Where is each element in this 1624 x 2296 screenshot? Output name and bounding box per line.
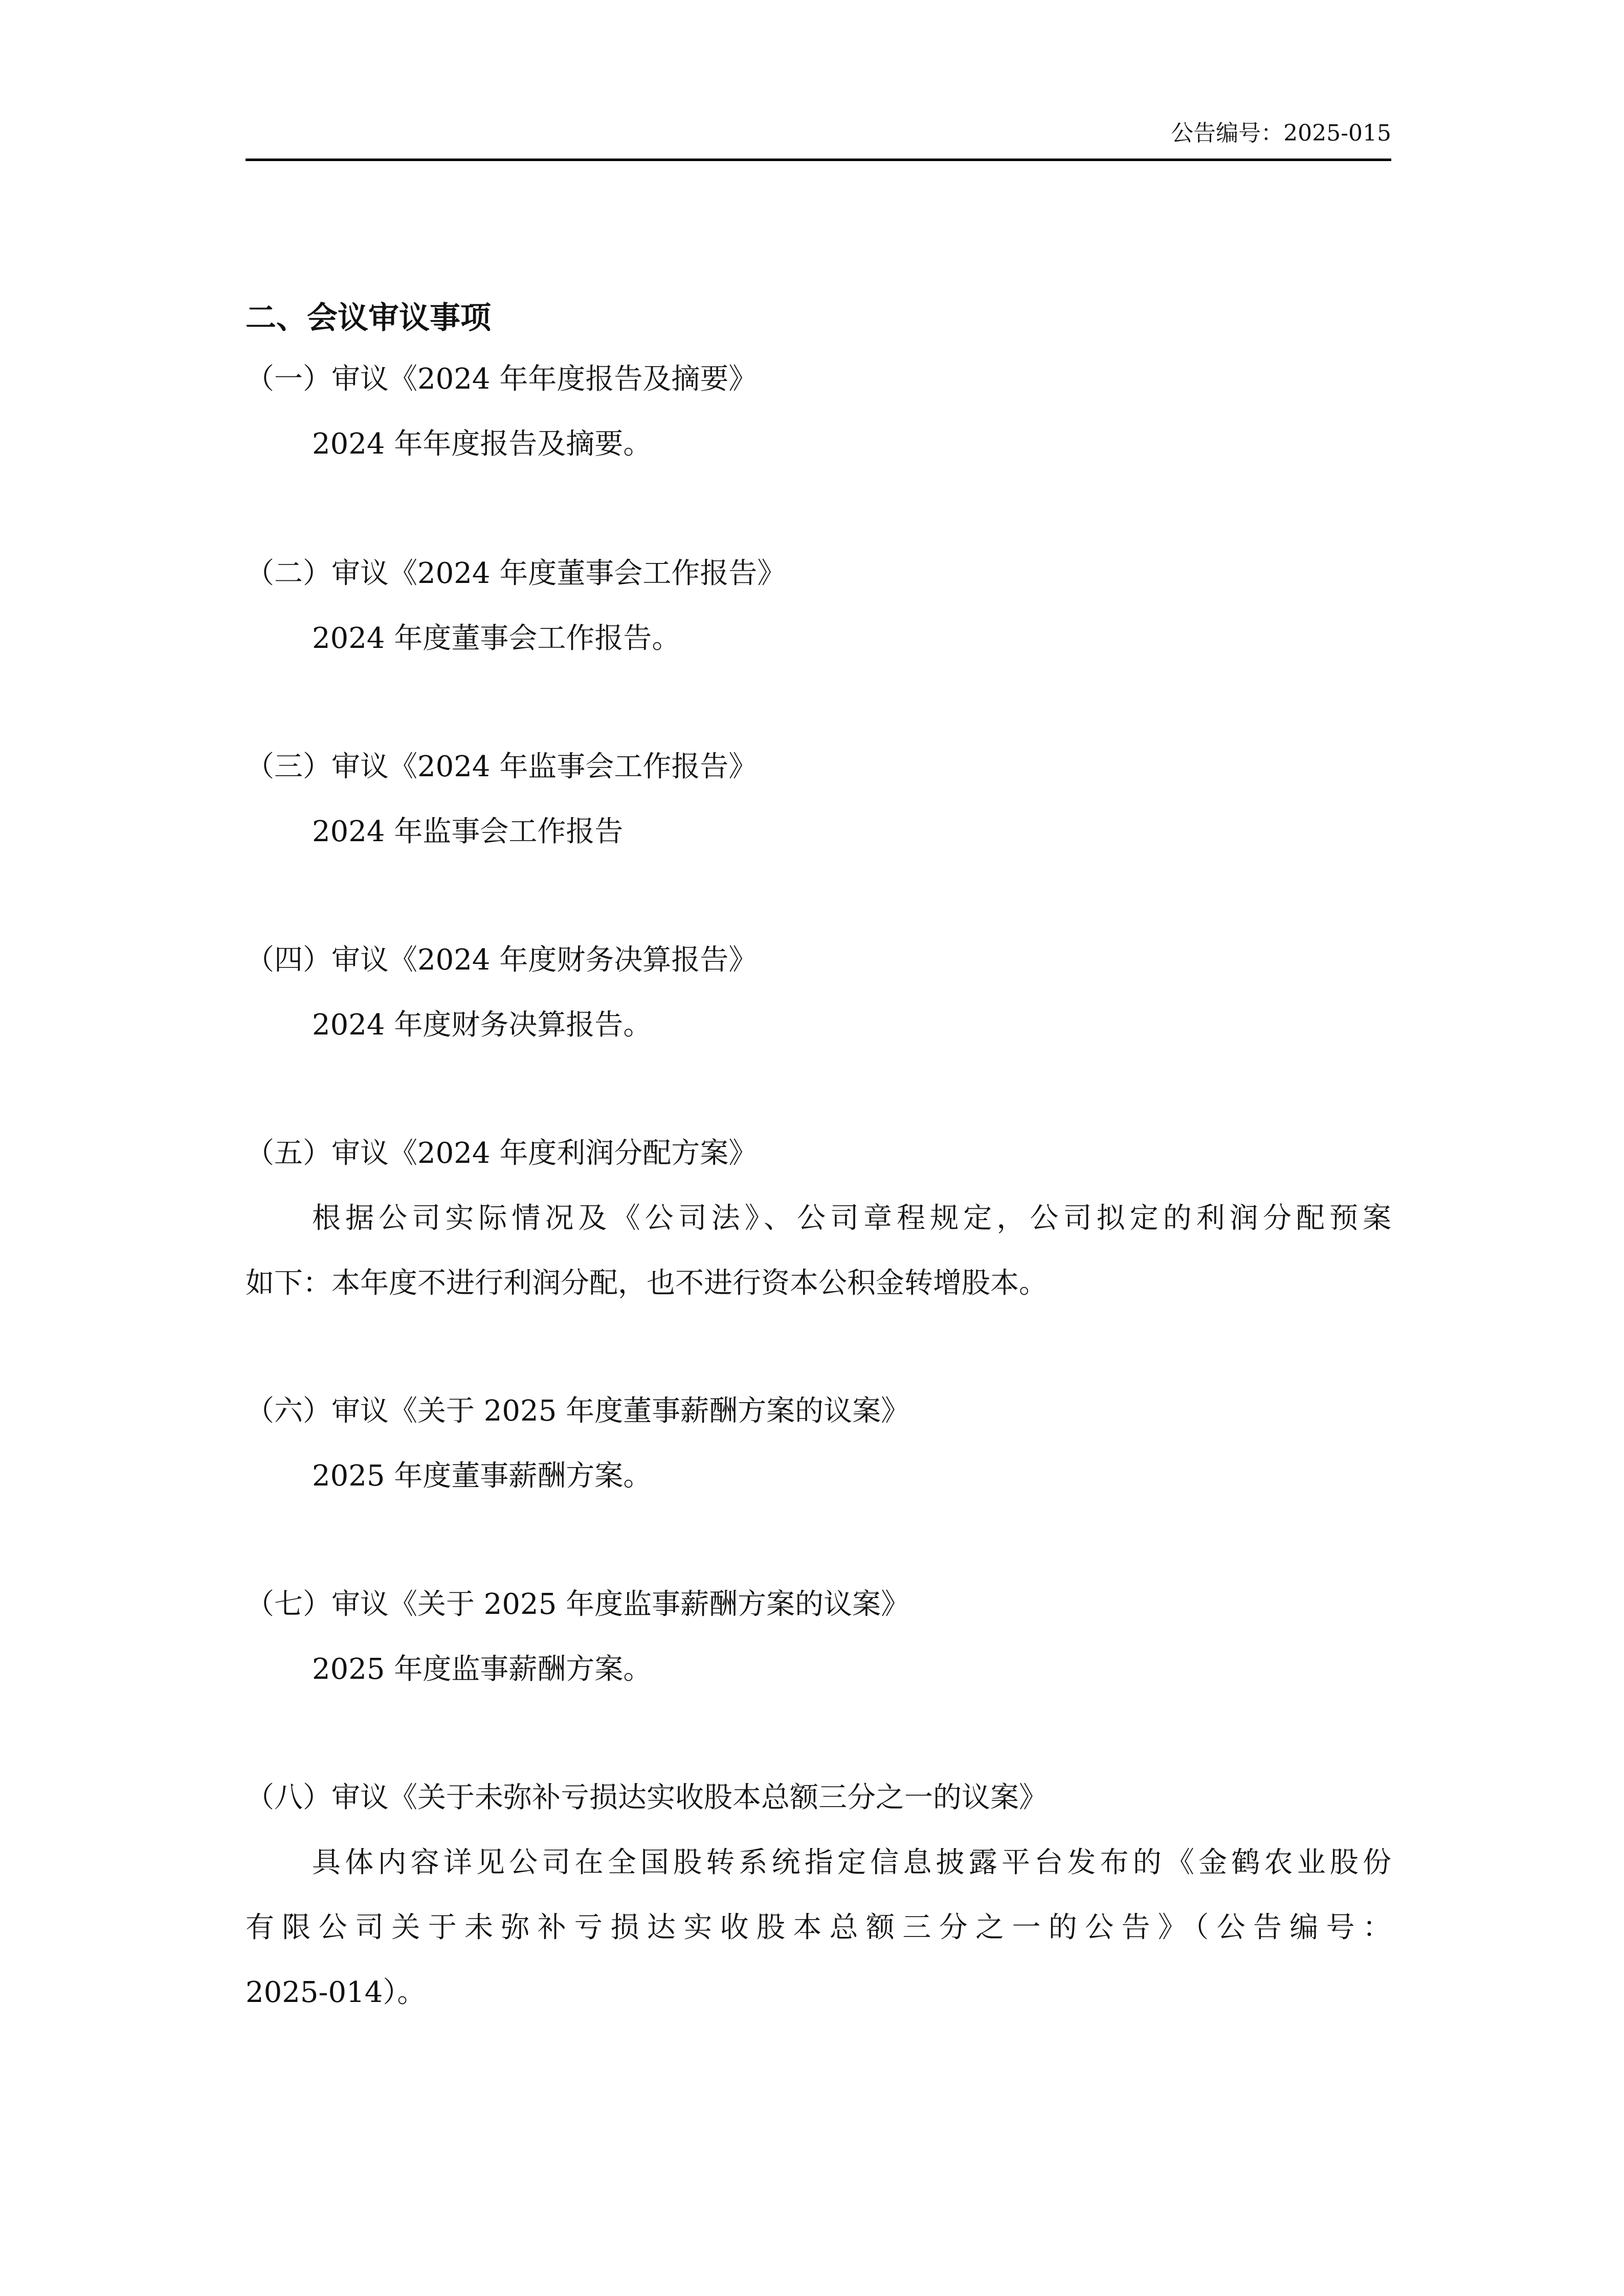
agenda-item-8-body-line: 2025-014）。	[246, 1976, 426, 2009]
agenda-item-5-title: （五）审议《2024 年度利润分配方案》	[246, 1137, 758, 1170]
page-header	[246, 110, 1391, 161]
announcement-number: 公告编号：2025-015	[1171, 120, 1391, 146]
agenda-item-4-title: （四）审议《2024 年度财务决算报告》	[246, 943, 758, 977]
section-heading: 二、会议审议事项	[246, 300, 491, 336]
agenda-item-8-title: （八）审议《关于未弥补亏损达实收股本总额三分之一的议案》	[246, 1781, 1048, 1814]
agenda-item-1-body-line: 2024 年年度报告及摘要。	[312, 427, 652, 461]
agenda-item-7-title: （七）审议《关于 2025 年度监事薪酬方案的议案》	[246, 1588, 910, 1621]
agenda-item-2-body	[246, 618, 1391, 683]
agenda-item-6-body-line: 2025 年度董事薪酬方案。	[312, 1459, 652, 1493]
agenda-item-7-body	[246, 1649, 1391, 1714]
agenda-item-1-title: （一）审议《2024 年年度报告及摘要》	[246, 363, 758, 396]
agenda-item-3-body-line: 2024 年监事会工作报告	[312, 815, 624, 848]
agenda-item-8-body-line: 有限公司关于未弥补亏损达实收股本总额三分之一的公告》（公告编号：	[246, 1911, 1391, 1944]
agenda-item-1-body	[246, 424, 1391, 489]
agenda-item-3-body	[246, 812, 1391, 876]
agenda-item-4-body	[246, 1005, 1391, 1070]
agenda-item-6-title: （六）审议《关于 2025 年度董事薪酬方案的议案》	[246, 1394, 910, 1428]
agenda-item-6-body	[246, 1456, 1391, 1521]
agenda-item-3-title: （三）审议《2024 年监事会工作报告》	[246, 750, 758, 783]
agenda-item-7-body-line: 2025 年度监事薪酬方案。	[312, 1653, 652, 1686]
agenda-item-5-body	[246, 1198, 1391, 1328]
agenda-item-2-body-line: 2024 年度董事会工作报告。	[312, 622, 681, 655]
agenda-item-4-body-line: 2024 年度财务决算报告。	[312, 1008, 652, 1042]
agenda-item-8-body	[246, 1842, 1391, 2037]
agenda-item-2-title: （二）审议《2024 年度董事会工作报告》	[246, 557, 786, 590]
agenda-item-5-body-line: 根据公司实际情况及《公司法》、公司章程规定，公司拟定的利润分配预案	[312, 1202, 1391, 1235]
agenda-item-8-body-line: 具体内容详见公司在全国股转系统指定信息披露平台发布的《金鹤农业股份	[312, 1846, 1391, 1879]
agenda-item-5-body-line: 如下：本年度不进行利润分配，也不进行资本公积金转增股本。	[246, 1267, 1048, 1300]
